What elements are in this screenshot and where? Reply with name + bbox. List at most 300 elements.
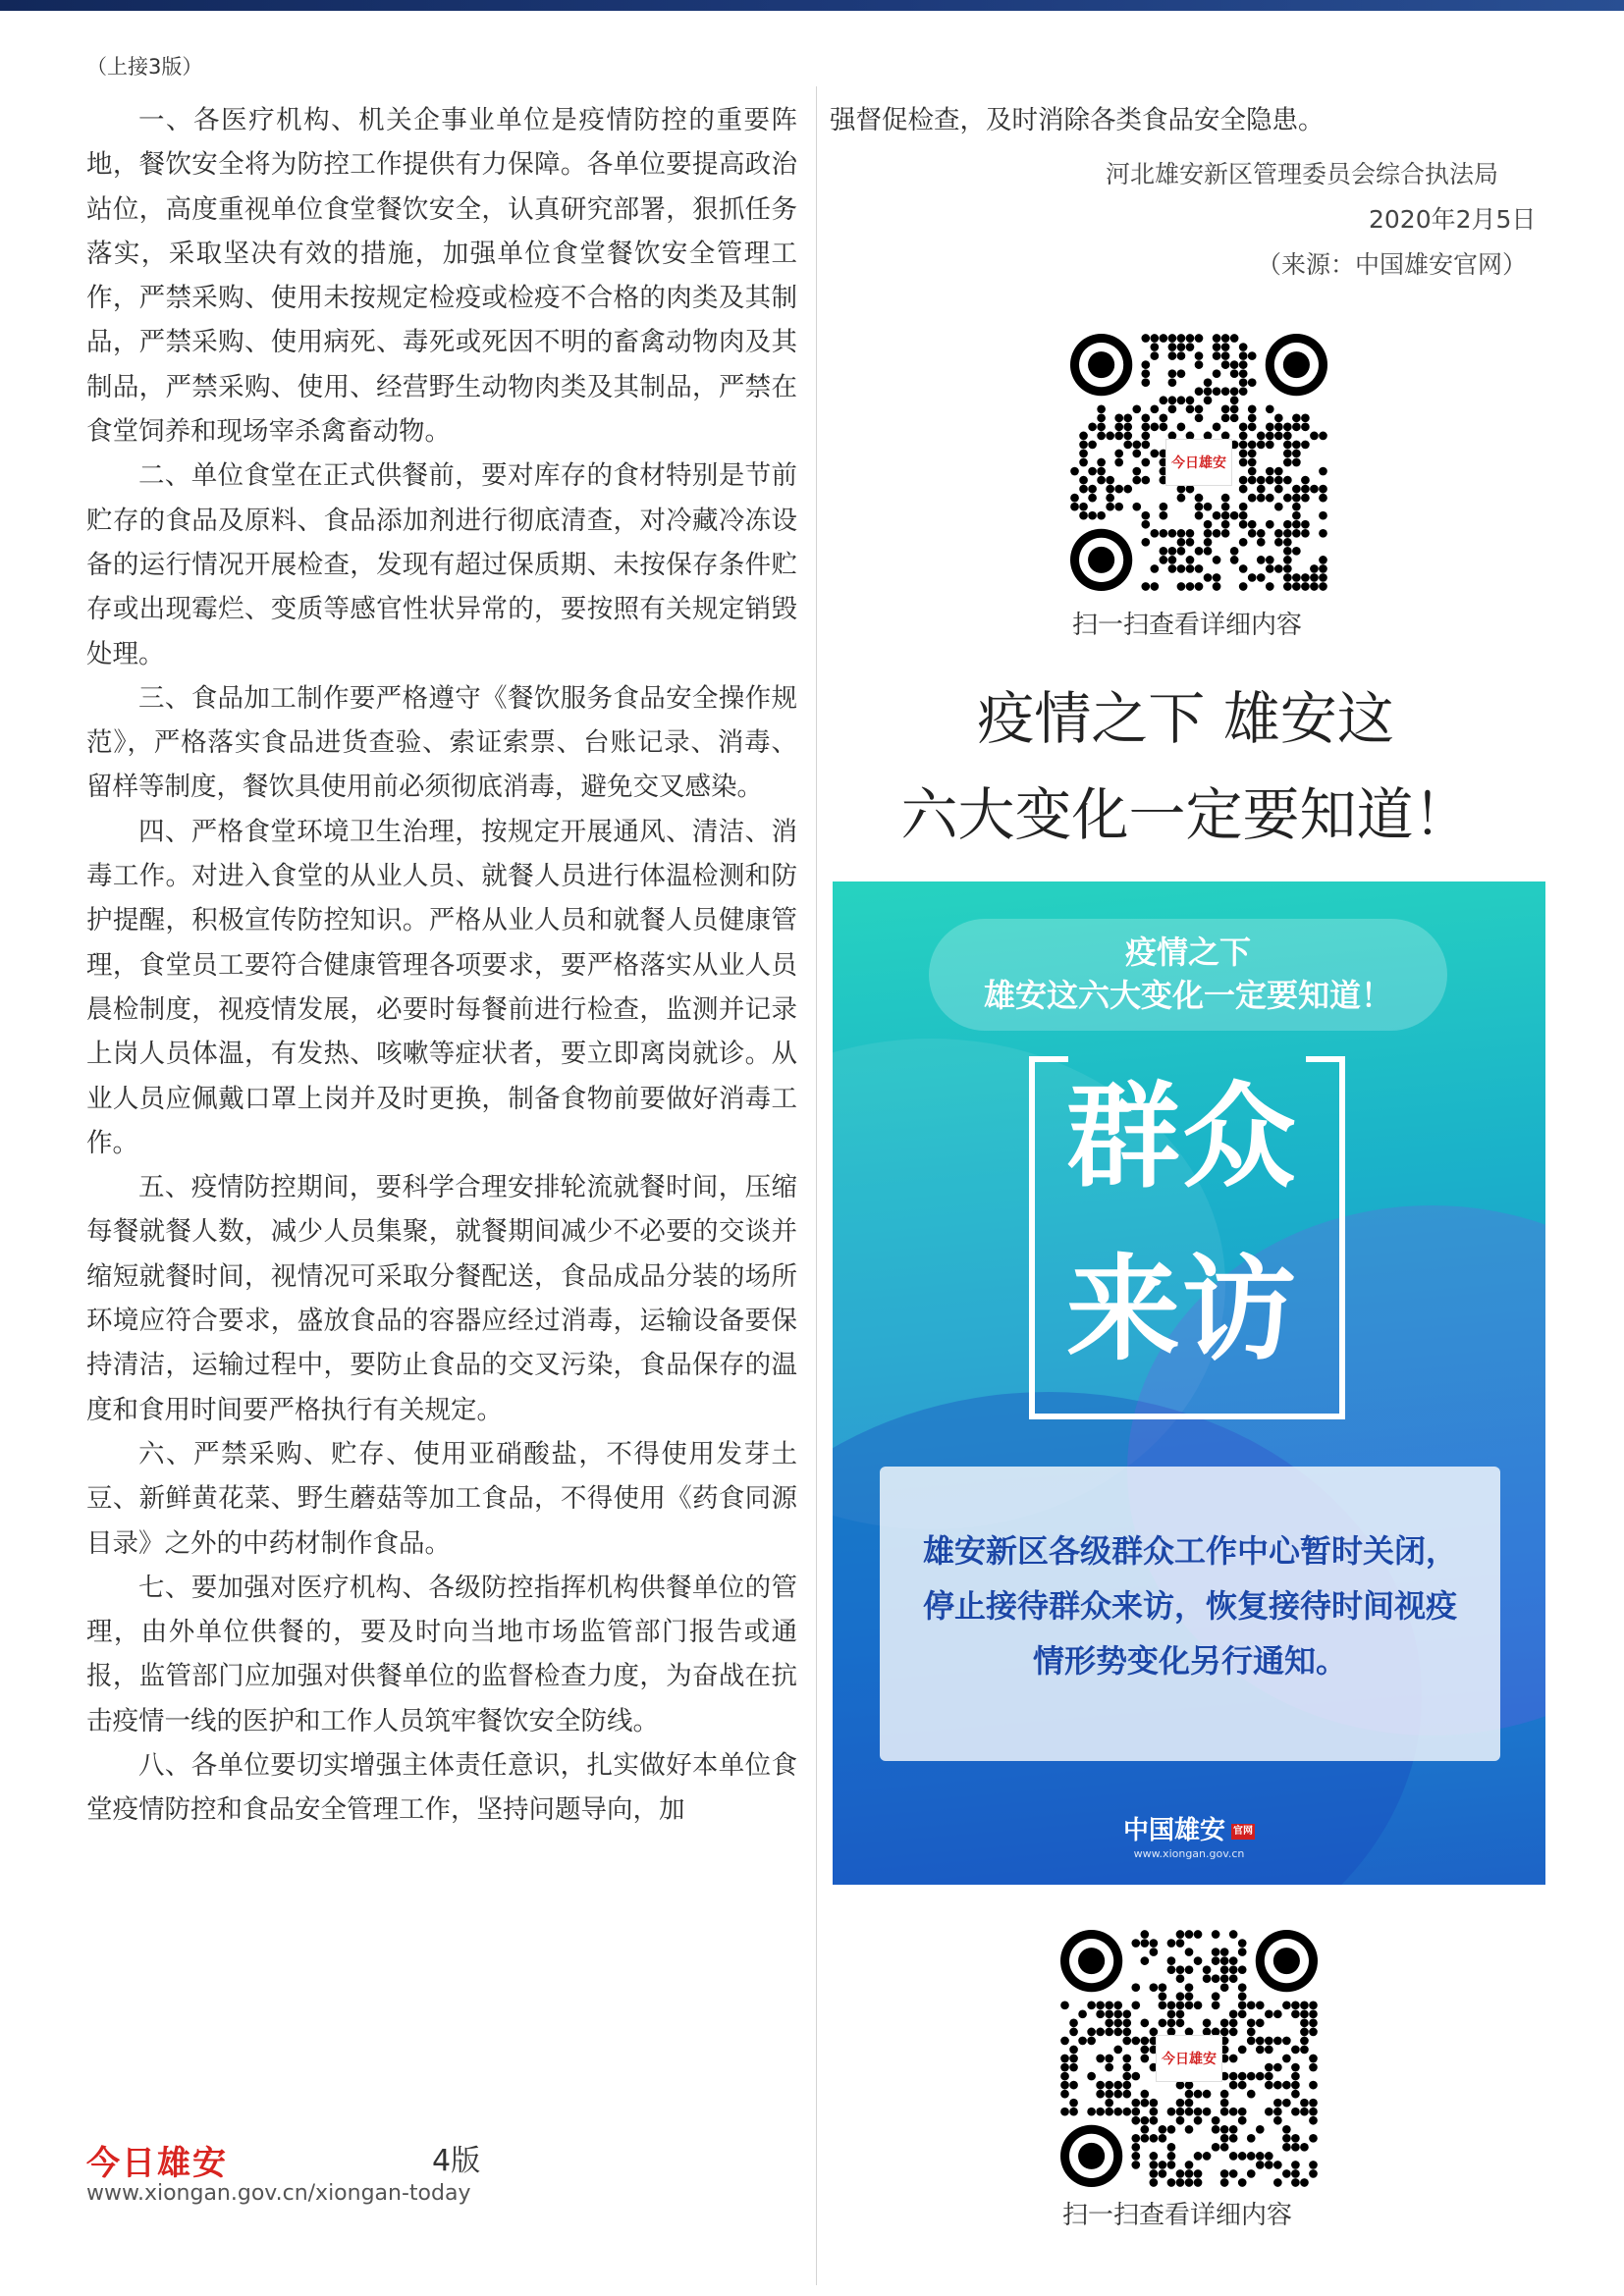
qr-module — [1194, 2178, 1203, 2187]
qr-module — [1195, 351, 1204, 360]
qr-module — [1159, 2134, 1167, 2143]
qr-module — [1229, 2072, 1238, 2081]
qr-module — [1212, 1956, 1220, 1965]
qr-module — [1097, 511, 1106, 520]
qr-code-top[interactable] — [1070, 334, 1327, 591]
qr-module — [1248, 450, 1257, 458]
qr-module — [1230, 413, 1239, 422]
qr-module — [1247, 2037, 1256, 2046]
qr-module — [1122, 2072, 1131, 2081]
qr-module — [1300, 2099, 1309, 2108]
qr-module — [1122, 2090, 1131, 2099]
qr-module — [1291, 2161, 1300, 2169]
qr-module — [1185, 1948, 1194, 1956]
qr-module — [1300, 2108, 1309, 2116]
qr-module — [1213, 334, 1221, 343]
qr-module — [1096, 2108, 1105, 2116]
qr-module — [1273, 2081, 1282, 2090]
qr-module — [1177, 538, 1186, 547]
qr-module — [1105, 2063, 1113, 2072]
qr-module — [1176, 1992, 1185, 2001]
qr-module — [1204, 387, 1213, 396]
top-banner-bar — [0, 0, 1624, 11]
qr-module — [1221, 503, 1230, 511]
qr-module — [1122, 2055, 1131, 2063]
qr-module — [1220, 2108, 1229, 2116]
qr-module — [1131, 2143, 1140, 2152]
qr-module — [1283, 520, 1292, 529]
qr-module — [1283, 423, 1292, 432]
qr-module — [1301, 573, 1310, 582]
qr-module — [1282, 2001, 1291, 2009]
qr-module — [1195, 511, 1204, 520]
qr-module — [1238, 2152, 1247, 2161]
qr-module — [1150, 1939, 1159, 1948]
qr-module — [1078, 2009, 1087, 2018]
qr-module — [1177, 334, 1186, 343]
qr-module — [1150, 2178, 1159, 2187]
qr-module — [1221, 413, 1230, 422]
qr-module — [1159, 2001, 1167, 2009]
qr-module — [1238, 2046, 1247, 2055]
qr-module — [1301, 529, 1310, 538]
qr-module — [1141, 334, 1150, 343]
qr-module — [1256, 2037, 1265, 2046]
qr-module — [1319, 529, 1327, 538]
poster-notice-text: 雄安新区各级群众工作中心暂时关闭，停止接待群众来访，恢复接待时间视疫情形势变化另行通知。 — [922, 1532, 1457, 1680]
qr-module — [1203, 2019, 1212, 2028]
qr-module — [1248, 441, 1257, 450]
qr-module — [1131, 1939, 1140, 1948]
qr-module — [1203, 1965, 1212, 1974]
qr-module — [1088, 511, 1097, 520]
article-paragraph-7: 七、要加强对医疗机构、各级防控指挥机构供餐单位的管理，由外单位供餐的，要及时向当地市场监管部门报告或通报，监管部门应加强对供餐单位的监督检查力度，为奋战在抗击疫情一线的医护和工作人员筑牢餐饮安全防线。 — [86, 1572, 797, 1736]
qr-module — [1247, 2001, 1256, 2009]
qr-module — [1087, 2072, 1096, 2081]
qr-module — [1141, 538, 1150, 547]
qr-module — [1123, 432, 1132, 441]
qr-module — [1239, 503, 1248, 511]
qr-module — [1194, 2108, 1203, 2116]
poster-url: www.xiongan.gov.cn — [1133, 1847, 1245, 1860]
qr-module — [1229, 2009, 1238, 2018]
qr-module — [1292, 547, 1301, 556]
qr-module — [1229, 1930, 1238, 1939]
qr-module — [1221, 511, 1230, 520]
qr-module — [1239, 458, 1248, 467]
poster-big-text-1: 群众 — [1066, 1071, 1298, 1203]
qr-module — [1239, 423, 1248, 432]
qr-module — [1221, 351, 1230, 360]
qr-module — [1229, 2134, 1238, 2143]
qr-module — [1186, 485, 1195, 494]
qr-module — [1140, 2099, 1149, 2108]
qr-module — [1176, 1974, 1185, 1983]
qr-module — [1203, 2152, 1212, 2161]
qr-module — [1194, 2090, 1203, 2099]
qr-module — [1194, 1956, 1203, 1965]
qr-module — [1256, 2019, 1265, 2028]
qr-module — [1096, 2090, 1105, 2099]
qr-module — [1292, 511, 1301, 520]
qr-module — [1319, 573, 1327, 582]
qr-module — [1213, 369, 1221, 378]
qr-module — [1247, 2028, 1256, 2037]
qr-module — [1159, 2161, 1167, 2169]
qr-module — [1141, 520, 1150, 529]
qr-module — [1176, 2178, 1185, 2187]
qr-module — [1256, 2072, 1265, 2081]
signature-agency: 河北雄安新区管理委员会综合执法局 — [1106, 160, 1499, 188]
qr-module — [1194, 2001, 1203, 2009]
qr-module — [1167, 2009, 1176, 2018]
qr-module — [1160, 547, 1168, 556]
qr-module — [1291, 2169, 1300, 2178]
qr-module — [1160, 334, 1168, 343]
qr-module — [1265, 2072, 1273, 2081]
qr-module — [1168, 556, 1177, 564]
qr-module — [1150, 2116, 1159, 2125]
headline-line-2: 六大变化一定要知道！ — [900, 781, 1471, 848]
qr-module — [1150, 2108, 1159, 2116]
qr-module — [1230, 547, 1239, 556]
qr-module — [1292, 573, 1301, 582]
qr-module — [1168, 396, 1177, 404]
qr-module — [1204, 396, 1213, 404]
qr-module — [1114, 432, 1123, 441]
qr-module — [1265, 2009, 1273, 2018]
qr-module — [1150, 2152, 1159, 2161]
qr-module — [1087, 2108, 1096, 2116]
article-right-column — [830, 98, 1542, 142]
qr-module — [1266, 467, 1274, 476]
qr-module — [1239, 564, 1248, 573]
qr-module — [1141, 432, 1150, 441]
qr-module — [1105, 2019, 1113, 2028]
qr-module — [1131, 2152, 1140, 2161]
signature-source: （来源：中国雄安官网） — [1257, 250, 1528, 279]
qr-code-bottom[interactable] — [1060, 1930, 1318, 2187]
qr-module — [1194, 2152, 1203, 2161]
qr-module — [1070, 494, 1079, 503]
qr-module — [1088, 494, 1097, 503]
qr-module — [1282, 2099, 1291, 2108]
qr-module — [1176, 2009, 1185, 2018]
qr-module — [1257, 538, 1266, 547]
qr-module — [1131, 2037, 1140, 2046]
qr-module — [1079, 485, 1088, 494]
qr-module — [1167, 2019, 1176, 2028]
qr-module — [1069, 2019, 1078, 2028]
qr-module — [1150, 2169, 1159, 2178]
qr-module — [1257, 556, 1266, 564]
qr-module — [1310, 582, 1319, 591]
qr-module — [1106, 432, 1114, 441]
qr-module — [1141, 458, 1150, 467]
qr-module — [1177, 396, 1186, 404]
qr-module — [1229, 1956, 1238, 1965]
qr-module — [1300, 2046, 1309, 2055]
qr-module — [1283, 529, 1292, 538]
qr-module — [1105, 2081, 1113, 2090]
qr-module — [1096, 2055, 1105, 2063]
qr-module — [1282, 2169, 1291, 2178]
qr-module — [1220, 2178, 1229, 2187]
qr-module — [1160, 396, 1168, 404]
qr-module — [1203, 2090, 1212, 2099]
qr-module — [1070, 503, 1079, 511]
qr-module — [1150, 1983, 1159, 1992]
qr-module — [1273, 2161, 1282, 2169]
qr-module — [1150, 334, 1159, 343]
qr-module — [1266, 432, 1274, 441]
qr-module — [1221, 529, 1230, 538]
qr-module — [1220, 1983, 1229, 1992]
qr-module — [1292, 582, 1301, 591]
qr-module — [1291, 2178, 1300, 2187]
qr-module — [1273, 2037, 1282, 2046]
qr-module — [1069, 2081, 1078, 2090]
qr-module — [1283, 556, 1292, 564]
qr-module — [1291, 2081, 1300, 2090]
qr-module — [1113, 2090, 1122, 2099]
qr-module — [1140, 2055, 1149, 2063]
qr-module — [1273, 2099, 1282, 2108]
qr-module — [1113, 2028, 1122, 2037]
qr-module — [1177, 343, 1186, 351]
qr-module — [1114, 503, 1123, 511]
qr-module — [1229, 2019, 1238, 2028]
qr-module — [1186, 396, 1195, 404]
qr-module — [1257, 441, 1266, 450]
qr-module — [1168, 564, 1177, 573]
qr-module — [1300, 2001, 1309, 2009]
qr-module — [1230, 387, 1239, 396]
qr-module — [1195, 494, 1204, 503]
qr-module — [1113, 2001, 1122, 2009]
qr-module — [1141, 360, 1150, 369]
qr-module — [1220, 1956, 1229, 1965]
qr-module — [1257, 476, 1266, 485]
qr-module — [1167, 2125, 1176, 2134]
qr-module — [1122, 2108, 1131, 2116]
qr-module — [1300, 2037, 1309, 2046]
qr-module — [1069, 2063, 1078, 2072]
qr-module — [1060, 2001, 1069, 2009]
article-left-column — [86, 98, 797, 1833]
qr-module — [1088, 441, 1097, 450]
qr-module — [1132, 467, 1141, 476]
qr-module — [1150, 582, 1159, 591]
qr-module — [1150, 529, 1159, 538]
qr-module — [1291, 2134, 1300, 2143]
qr-module — [1185, 2108, 1194, 2116]
qr-module — [1113, 2046, 1122, 2055]
qr-module — [1060, 2081, 1069, 2090]
qr-module — [1185, 1983, 1194, 1992]
qr-module — [1247, 2019, 1256, 2028]
qr-module — [1160, 511, 1168, 520]
qr-module — [1123, 413, 1132, 422]
qr-module — [1266, 582, 1274, 591]
qr-module — [1229, 2081, 1238, 2090]
qr-module — [1195, 413, 1204, 422]
qr-module — [1159, 2019, 1167, 2028]
qr-module — [1131, 2108, 1140, 2116]
qr-module — [1168, 351, 1177, 360]
qr-module — [1203, 2108, 1212, 2116]
qr-module — [1309, 2063, 1318, 2072]
qr-module — [1283, 538, 1292, 547]
qr-module — [1248, 529, 1257, 538]
qr-module — [1256, 2152, 1265, 2161]
qr-module — [1168, 334, 1177, 343]
qr-module — [1239, 343, 1248, 351]
qr-module — [1283, 458, 1292, 467]
qr-module — [1229, 2152, 1238, 2161]
qr-module — [1256, 2001, 1265, 2009]
qr-module — [1221, 494, 1230, 503]
article-paragraph-8: 八、各单位要切实增强主体责任意识，扎实做好本单位食堂疫情防控和食品安全管理工作，坚持问题导向，加 — [86, 1749, 797, 1826]
qr-module — [1273, 2116, 1282, 2125]
qr-module — [1256, 2161, 1265, 2169]
qr-module — [1221, 387, 1230, 396]
qr-module — [1213, 529, 1221, 538]
qr-module — [1213, 511, 1221, 520]
qr-module — [1177, 369, 1186, 378]
qr-module — [1070, 467, 1079, 476]
qr-module — [1203, 1974, 1212, 1983]
qr-module — [1292, 458, 1301, 467]
qr-module — [1150, 450, 1159, 458]
column-divider — [816, 86, 817, 2285]
qr-module — [1230, 369, 1239, 378]
qr-module — [1213, 387, 1221, 396]
qr-module — [1186, 529, 1195, 538]
qr-module — [1301, 582, 1310, 591]
qr-module — [1150, 2161, 1159, 2169]
qr-module — [1239, 511, 1248, 520]
qr-module — [1088, 423, 1097, 432]
qr-module — [1265, 2108, 1273, 2116]
qr-module — [1141, 423, 1150, 432]
qr-module — [1159, 2169, 1167, 2178]
qr-module — [1239, 485, 1248, 494]
qr-module — [1274, 413, 1283, 422]
qr-module — [1309, 2161, 1318, 2169]
qr-module — [1301, 423, 1310, 432]
qr-module — [1248, 351, 1257, 360]
qr-module — [1309, 2009, 1318, 2018]
qr-module — [1195, 360, 1204, 369]
signature-date: 2020年2月5日 — [1369, 205, 1537, 234]
qr-module — [1177, 564, 1186, 573]
qr-module — [1079, 511, 1088, 520]
qr-module — [1168, 343, 1177, 351]
qr-module — [1177, 582, 1186, 591]
qr-module — [1229, 2108, 1238, 2116]
qr-module — [1309, 2081, 1318, 2090]
qr-caption-top: 扫一扫查看详细内容 — [1072, 611, 1303, 640]
qr-module — [1113, 2009, 1122, 2018]
qr-module — [1078, 2037, 1087, 2046]
article-continuation: 强督促检查，及时消除各类食品安全隐患。 — [830, 105, 1325, 135]
qr-module — [1131, 2161, 1140, 2169]
qr-module — [1292, 441, 1301, 450]
qr-module — [1212, 1992, 1220, 2001]
qr-module — [1131, 1983, 1140, 1992]
qr-module — [1319, 556, 1327, 564]
qr-module — [1141, 511, 1150, 520]
qr-module — [1177, 494, 1186, 503]
poster-big-text-2: 来访 — [1066, 1244, 1298, 1376]
qr-module — [1319, 494, 1327, 503]
qr-module — [1069, 2028, 1078, 2037]
qr-module — [1113, 2019, 1122, 2028]
qr-module — [1274, 564, 1283, 573]
qr-module — [1257, 529, 1266, 538]
qr-module — [1167, 2108, 1176, 2116]
qr-module — [1309, 2108, 1318, 2116]
qr-module — [1106, 494, 1114, 503]
qr-module — [1159, 2125, 1167, 2134]
qr-module — [1069, 2046, 1078, 2055]
qr-module — [1229, 2055, 1238, 2063]
qr-module — [1292, 423, 1301, 432]
qr-module — [1220, 1965, 1229, 1974]
qr-module — [1167, 1939, 1176, 1948]
qr-module — [1131, 2099, 1140, 2108]
qr-module — [1248, 467, 1257, 476]
qr-module — [1140, 2116, 1149, 2125]
footer-url[interactable]: www.xiongan.gov.cn/xiongan-today — [86, 2181, 471, 2206]
poster-seal: 官网 — [1231, 1824, 1255, 1840]
qr-module — [1185, 2081, 1194, 2090]
qr-module — [1176, 2019, 1185, 2028]
qr-module — [1212, 1974, 1220, 1983]
qr-module — [1140, 2125, 1149, 2134]
qr-module — [1087, 2037, 1096, 2046]
qr-module — [1248, 378, 1257, 387]
qr-module — [1177, 485, 1186, 494]
qr-module — [1300, 2143, 1309, 2152]
qr-module — [1204, 520, 1213, 529]
qr-module — [1291, 2001, 1300, 2009]
qr-module — [1113, 2108, 1122, 2116]
qr-module — [1238, 2001, 1247, 2009]
qr-module — [1221, 343, 1230, 351]
qr-module — [1310, 485, 1319, 494]
qr-module — [1309, 2001, 1318, 2009]
qr-module — [1220, 2134, 1229, 2143]
qr-module — [1150, 564, 1159, 573]
qr-module — [1300, 2178, 1309, 2187]
qr-module — [1106, 476, 1114, 485]
qr-module — [1186, 343, 1195, 351]
qr-module — [1132, 450, 1141, 458]
qr-module — [1185, 2001, 1194, 2009]
qr-module — [1132, 476, 1141, 485]
qr-module — [1309, 2055, 1318, 2063]
qr-module — [1140, 1939, 1149, 1948]
qr-module — [1123, 441, 1132, 450]
qr-module — [1266, 423, 1274, 432]
qr-module — [1239, 520, 1248, 529]
qr-module — [1168, 404, 1177, 413]
qr-module — [1167, 2161, 1176, 2169]
qr-module — [1291, 2009, 1300, 2018]
qr-module — [1195, 564, 1204, 573]
